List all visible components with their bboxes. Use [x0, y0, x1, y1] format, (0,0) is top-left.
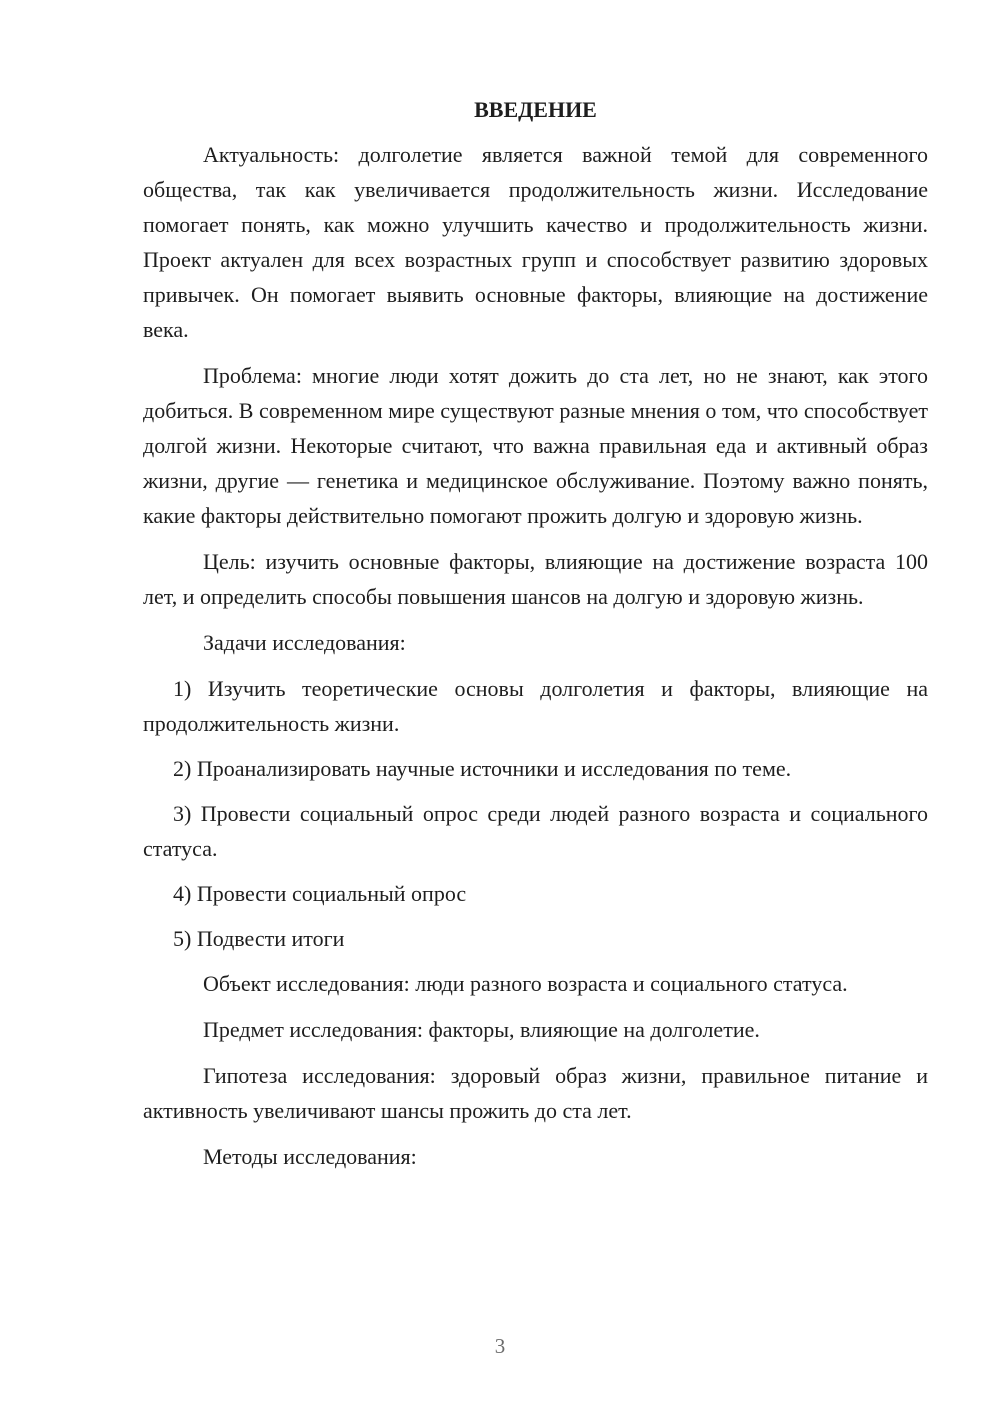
hypothesis-paragraph: Гипотеза исследования: здоровый образ жизни, правильное питание и активность увеличивают шансы прожить до ста лет. [143, 1063, 928, 1123]
problem-paragraph: Проблема: многие люди хотят дожить до ста лет, но не знают, как этого добиться. В современном мире существуют разные мнения о том, что способствует долгой жизни. Некоторые считают, что важна правильная еда и активный образ жизни, другие — генетика и медицинское обслуживание. Поэтому важно понять, какие факторы действительно помогают прожить долгую и здоровую жизнь. [143, 363, 928, 528]
task-item-4: 4) Провести социальный опрос [173, 881, 467, 906]
task-item-5: 5) Подвести итоги [173, 926, 345, 951]
task-item-1: 1) Изучить теоретические основы долголетия и факторы, влияющие на продолжительность жизни. [143, 676, 928, 736]
page-number: 3 [494, 1334, 506, 1358]
methods-heading: Методы исследования: [203, 1144, 417, 1169]
subject-paragraph: Предмет исследования: факторы, влияющие на долголетие. [203, 1017, 760, 1042]
relevance-paragraph: Актуальность: долголетие является важной темой для современного общества, так как увеличивается продолжительность жизни. Исследование помогает понять, как можно улучшить качество и продолжительность жизни. Проект актуален для всех возрастных групп и способствует развитию здоровых привычек. Он помогает выявить основные факторы, влияющие на достижение века. [143, 142, 928, 342]
task-item-2: 2) Проанализировать научные источники и исследования по теме. [173, 756, 792, 781]
page-content [143, 91, 928, 1185]
task-item-3: 3) Провести социальный опрос среди людей разного возраста и социального статуса. [143, 801, 928, 861]
object-paragraph: Объект исследования: люди разного возраста и социального статуса. [203, 971, 848, 996]
section-title: ВВЕДЕНИЕ [474, 97, 597, 122]
tasks-heading: Задачи исследования: [203, 630, 406, 655]
goal-paragraph: Цель: изучить основные факторы, влияющие на достижение возраста 100 лет, и определить способы повышения шансов на долгую и здоровую жизнь. [143, 549, 928, 609]
